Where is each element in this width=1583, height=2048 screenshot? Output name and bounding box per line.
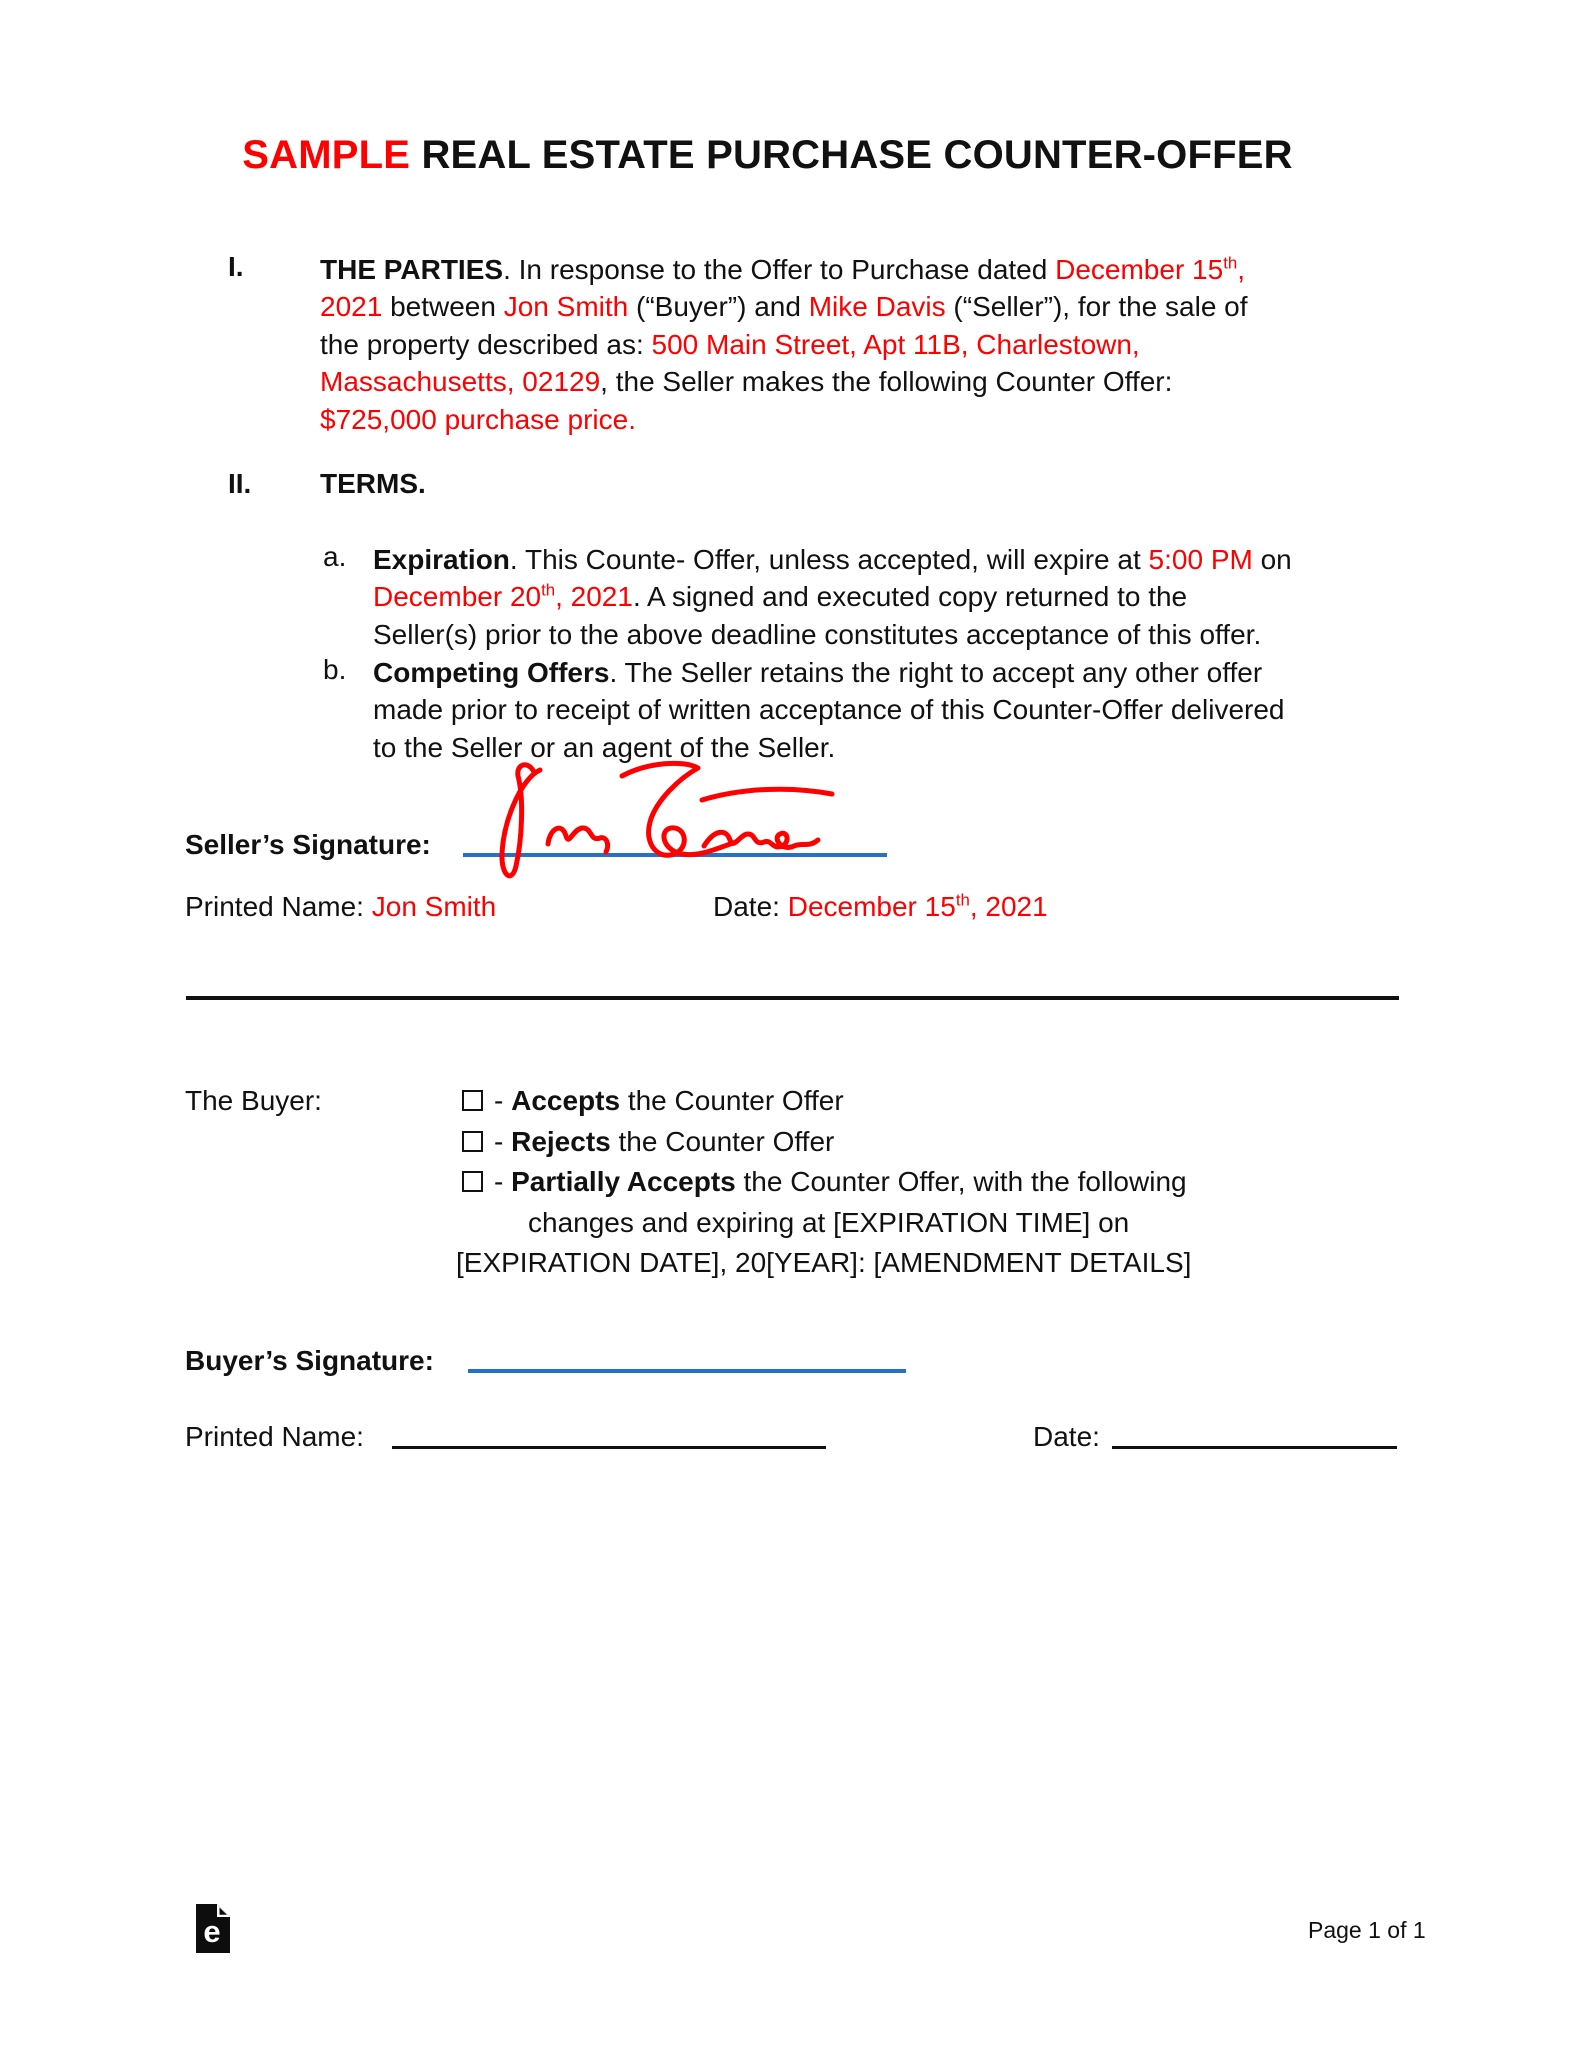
buyer-option-partially-accepts-label: - Partially Accepts the Counter Offer, with the following [494,1166,1187,1197]
buyer-option-continuation-line: changes and expiring at [EXPIRATION TIME] on [528,1207,1130,1238]
seller-printed-name-row [185,891,496,923]
term-b-marker: b. [323,654,347,685]
seller-printed-name-label: Printed Name: [185,891,364,922]
eforms-logo [196,1904,230,1953]
parties-line: 2021 between Jon Smith (“Buyer”) and Mike Davis (“Seller”), for the sale of [320,291,1248,323]
seller-date-label: Date: [713,891,780,922]
term-a-line: Expiration. This Counte- Offer, unless accepted, will expire at 5:00 PM on [373,544,1292,575]
term-a-marker: a. [323,541,347,572]
buyer-option-accepts-label: - Accepts the Counter Offer [494,1085,844,1116]
term-b-line: to the Seller or an agent of the Seller. [373,731,836,763]
buyer-option-rejects-label: - Rejects the Counter Offer [494,1126,835,1157]
parties-line: Massachusetts, 02129, the Seller makes the following Counter Offer: [320,366,1173,398]
buyer-printed-name-label: Printed Name: [185,1421,364,1452]
title-sample-watermark: SAMPLE [242,133,411,177]
parties-line: THE PARTIES. In response to the Offer to Purchase dated December 15th, [320,253,1245,285]
parties-line: $725,000 purchase price. [320,403,636,435]
buyer-option-accepts [462,1085,844,1117]
section-i-numeral: I. [228,251,244,282]
term-a-line: Seller(s) prior to the above deadline constitutes acceptance of this offer. [373,618,1262,650]
buyer-date-line[interactable] [1112,1446,1397,1449]
parties-line: the property described as: 500 Main Street, Apt 11B, Charlestown, [320,328,1140,360]
seller-printed-name-value: Jon Smith [371,891,497,922]
seller-date-value: December 15th, 2021 [787,890,1048,922]
section-divider [186,996,1399,1000]
document-title [160,133,1375,178]
buyer-signature-label: Buyer’s Signature: [185,1345,434,1376]
buyer-date-label: Date: [1033,1421,1100,1452]
term-b-line: Competing Offers. The Seller retains the right to accept any other offer [373,657,1263,688]
checkbox-rejects-icon[interactable] [462,1131,483,1152]
section-ii-numeral: II. [228,468,252,499]
buyer-option-rejects [462,1126,834,1158]
buyer-option-partially-accepts [462,1166,1187,1198]
term-a-line: December 20th, 2021. A signed and executed copy returned to the [373,581,1188,613]
page-indicator: Page 1 of 1 [1308,1917,1426,1943]
seller-date-row [713,891,1048,923]
seller-signature-image [452,748,862,898]
buyer-printed-name-line[interactable] [392,1446,826,1449]
term-a-paragraph [373,541,1292,653]
logo-letter: e [203,1914,221,1949]
buyer-signature-line[interactable] [468,1369,906,1373]
document-icon [196,1904,230,1953]
seller-signature-label: Seller’s Signature: [185,829,431,860]
buyer-option-continuation-line: [EXPIRATION DATE], 20[YEAR]: [AMENDMENT DETAILS] [456,1247,1192,1278]
checkbox-accepts-icon[interactable] [462,1090,483,1111]
section-ii-heading: TERMS. [320,468,426,499]
title-main-text: REAL ESTATE PURCHASE COUNTER-OFFER [410,133,1293,177]
section-i-paragraph [320,251,1248,438]
term-b-line: made prior to receipt of written acceptance of this Counter-Offer delivered [373,694,1285,726]
checkbox-partially-accepts-icon[interactable] [462,1171,483,1192]
buyer-intro-label: The Buyer: [185,1085,322,1116]
